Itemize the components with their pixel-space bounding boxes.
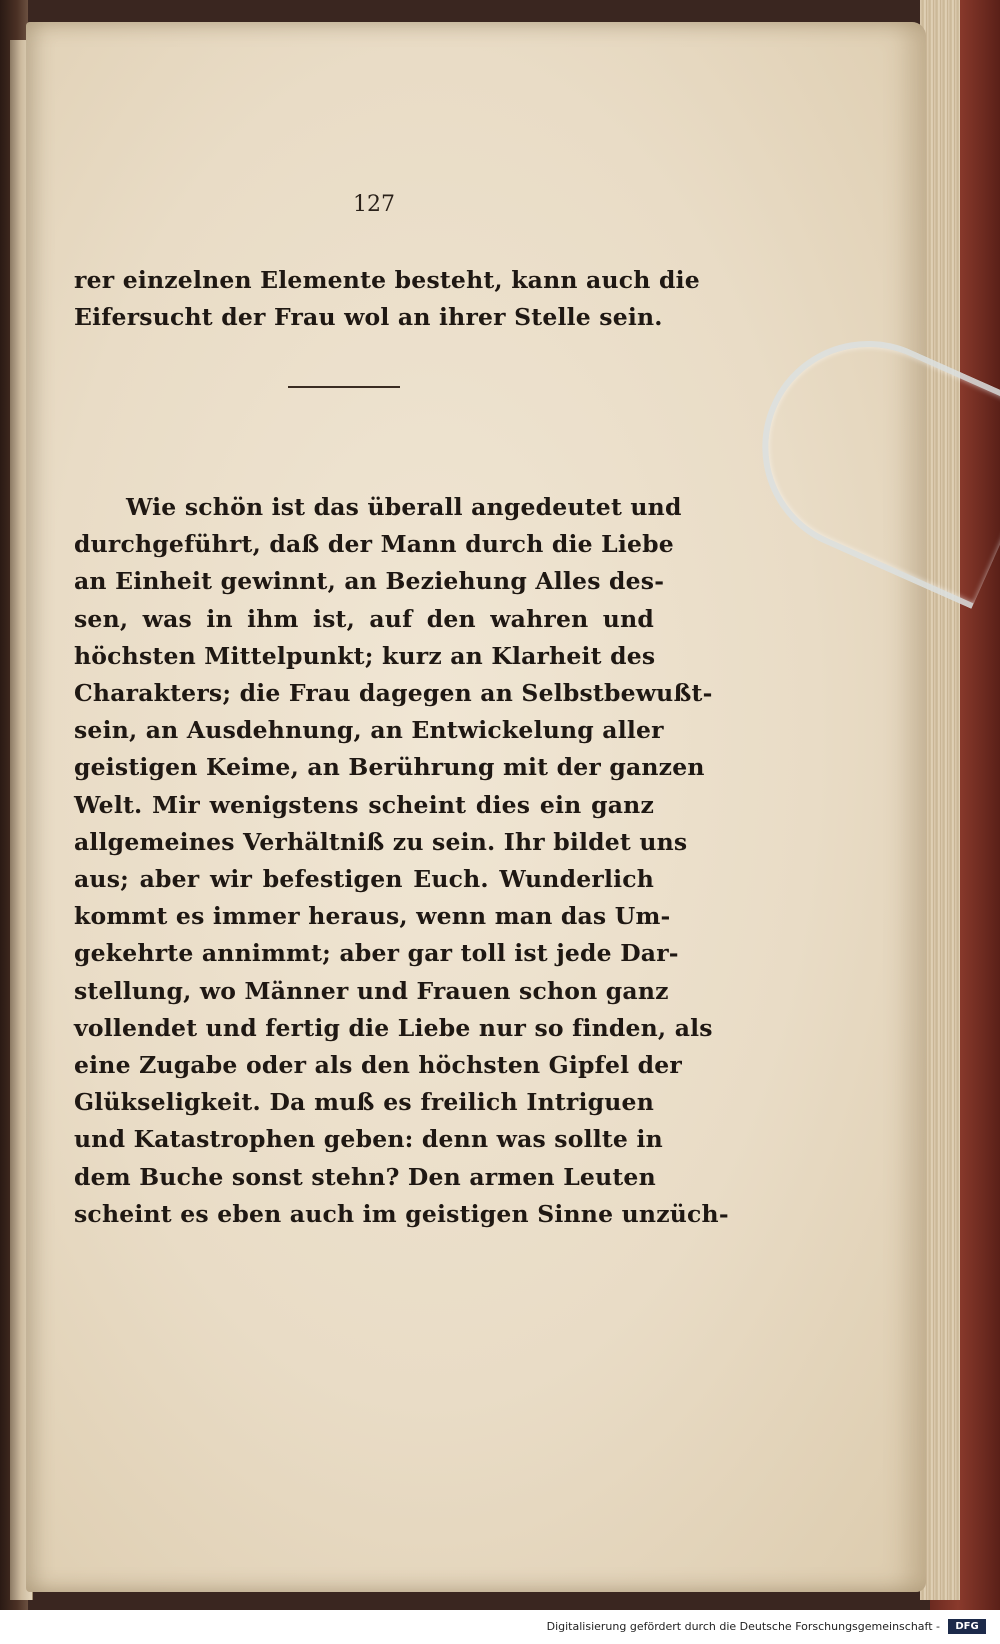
footer-bar [0, 1610, 1000, 1644]
text-line: durchgeführt, daß der Mann durch die Liebe [74, 530, 674, 559]
page-stack-edge [920, 0, 960, 1600]
text-line: Wie schön ist das überall angedeutet und [126, 493, 682, 521]
text-line: sein, an Ausdehnung, an Entwickelung aller [74, 716, 664, 745]
text-line: Charakters; die Frau dagegen an Selbstbewußt- [74, 679, 713, 708]
text-line: stellung, wo Männer und Frauen schon ganz [74, 976, 669, 1005]
text-line: gekehrte annimmt; aber gar toll ist jede Dar- [74, 939, 679, 968]
page-number: 127 [353, 192, 395, 217]
dfg-logo-icon: DFG [948, 1619, 986, 1634]
text-block-paragraph [74, 489, 729, 1233]
text-block-continuation [74, 262, 700, 336]
text-line: höchsten Mittelpunkt; kurz an Klarheit des [74, 641, 656, 670]
text-line: sen, was in ihm ist, auf den wahren und [74, 604, 654, 633]
text-line: vollendet und fertig die Liebe nur so finden, als [74, 1013, 713, 1042]
text-line: allgemeines Verhältniß zu sein. Ihr bildet uns [74, 827, 688, 856]
text-line: Glükseligkeit. Da muß es freilich Intriguen [74, 1088, 654, 1117]
text-line: Welt. Mir wenigstens scheint dies ein ganz [74, 790, 654, 819]
text-line: kommt es immer heraus, wenn man das Um- [74, 902, 671, 931]
text-line: aus; aber wir befestigen Euch. Wunderlich [74, 865, 654, 894]
section-divider [288, 386, 400, 388]
text-line: eine Zugabe oder als den höchsten Gipfel der [74, 1051, 683, 1080]
text-line: scheint es eben auch im geistigen Sinne unzüch- [74, 1199, 729, 1228]
text-line: rer einzelnen Elemente besteht, kann auch die [74, 266, 700, 294]
text-line: dem Buche sonst stehn? Den armen Leuten [74, 1162, 656, 1191]
book-page [26, 22, 926, 1592]
text-line: Eifersucht der Frau wol an ihrer Stelle sein. [74, 303, 663, 332]
text-line: an Einheit gewinnt, an Beziehung Alles des- [74, 567, 665, 596]
text-line: und Katastrophen geben: denn was sollte in [74, 1125, 663, 1154]
text-line: geistigen Keime, an Berührung mit der ganzen [74, 753, 705, 782]
footer-credit: Digitalisierung gefördert durch die Deutsche Forschungsgemeinschaft - [546, 1620, 940, 1633]
